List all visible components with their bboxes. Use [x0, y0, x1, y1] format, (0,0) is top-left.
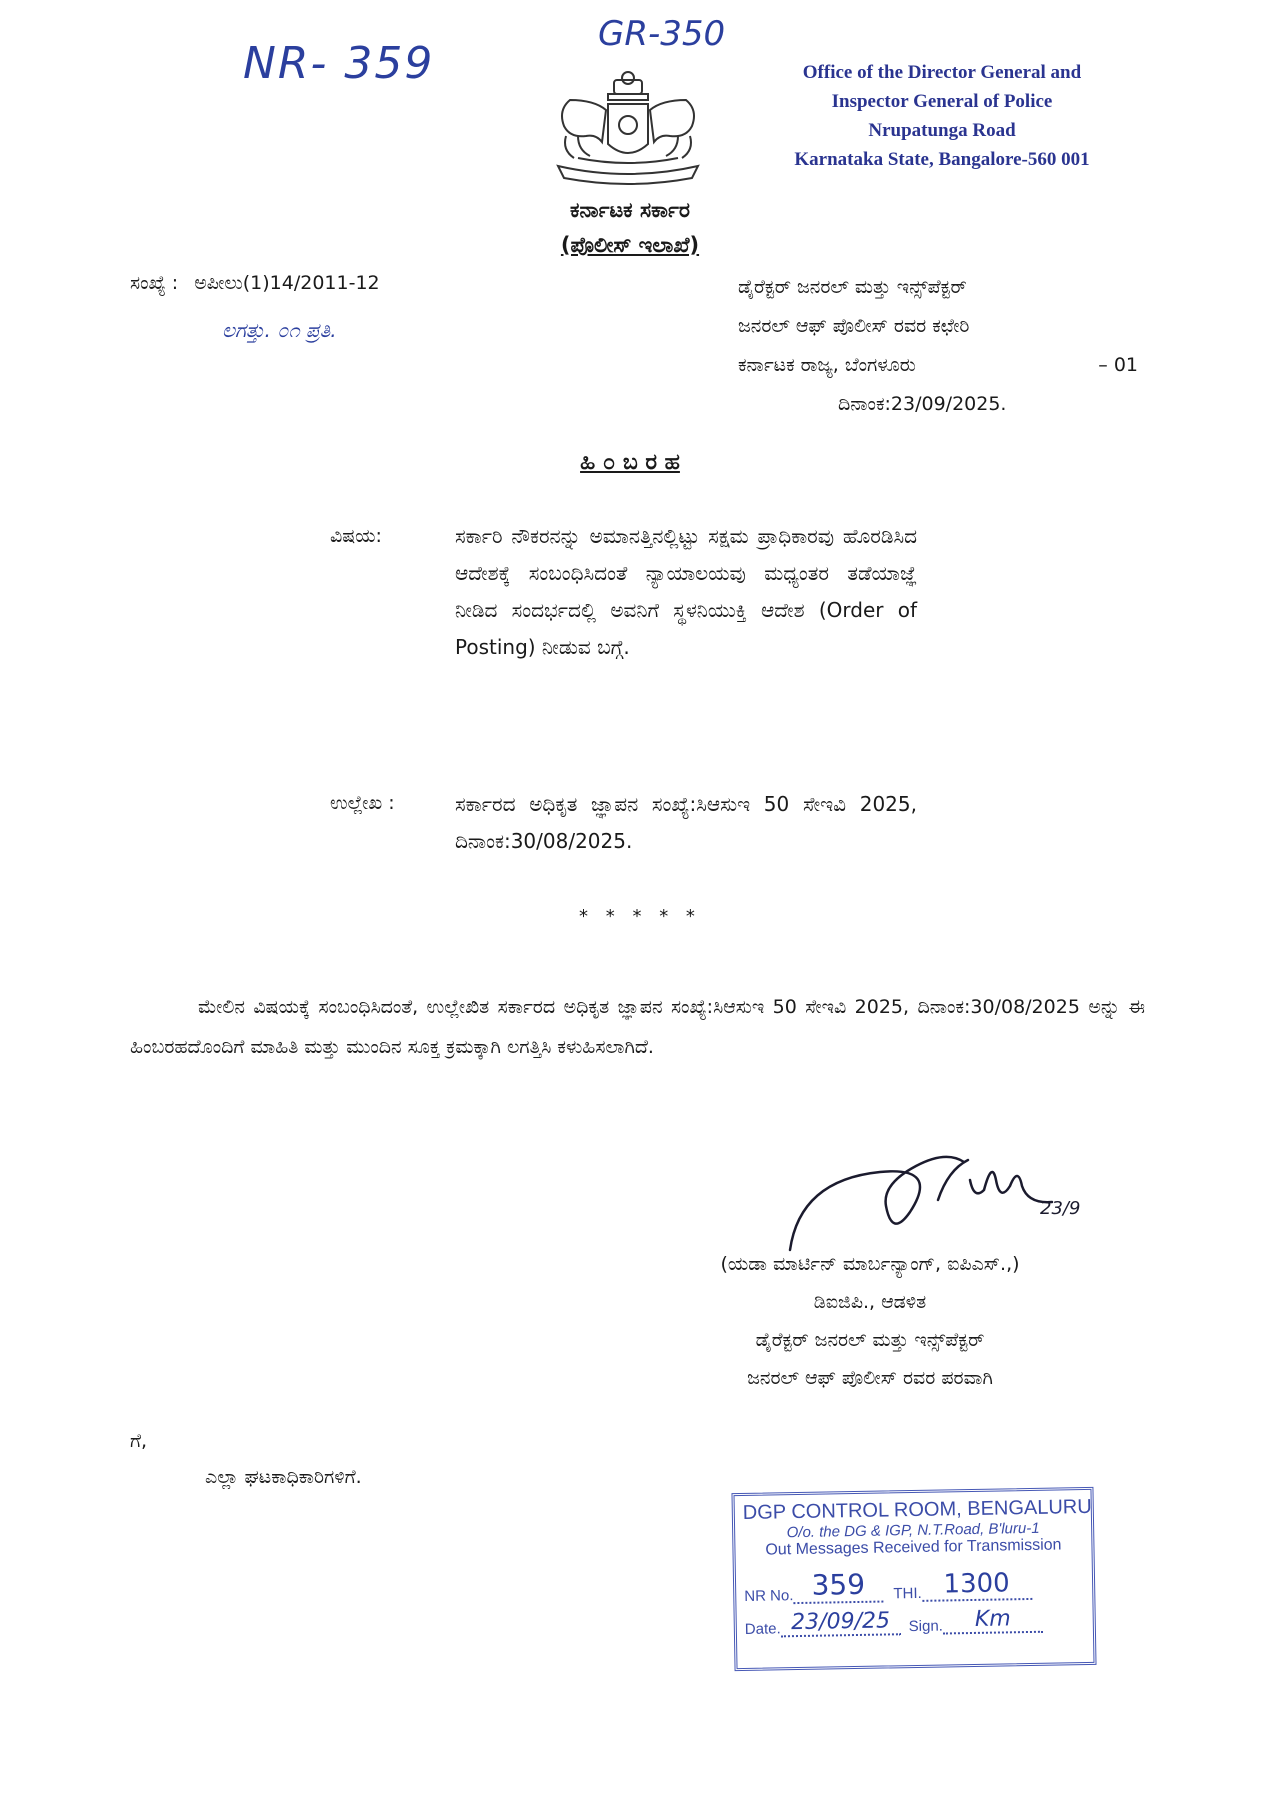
signature-date-note: 23/9	[1040, 1198, 1081, 1219]
signatory-designation: ಡಿಐಜಿಪಿ., ಆಡಳಿತ	[813, 1291, 927, 1313]
department-name-kannada: (ಪೊಲೀಸ್ ಇಲಾಖೆ)	[560, 233, 700, 257]
karnataka-emblem	[548, 70, 708, 190]
subject-label: ವಿಷಯ:	[330, 525, 382, 547]
signature-block	[600, 1245, 1140, 1397]
recipient-to: ಗೆ,	[130, 1430, 148, 1452]
office-kannada-line3: ಕರ್ನಾಟಕ ರಾಜ್ಯ, ಬೆಂಗಳೂರು	[738, 354, 916, 376]
reference-number-label: ಸಂಖ್ಯೆ :	[130, 272, 179, 294]
stamp-thi-value: 1300	[921, 1568, 1032, 1602]
recipient-text: ಎಲ್ಲಾ ಘಟಕಾಧಿಕಾರಿಗಳಿಗೆ.	[205, 1466, 362, 1488]
signatory-line3: ಡೈರೆಕ್ಟರ್ ಜನರಲ್ ಮತ್ತು ಇನ್ಸ್‌ಪೆಕ್ಟರ್	[755, 1329, 985, 1351]
office-address-line1: Office of the Director General and	[802, 62, 1082, 83]
signatory-name: (ಯಡಾ ಮಾರ್ಟಿನ್ ಮಾರ್ಬನ್ಯಾಂಗ್, ಐಪಿಎಸ್.,)	[720, 1253, 1020, 1275]
office-address-kannada	[738, 268, 1148, 424]
office-kannada-line3-suffix: – 01	[1098, 354, 1138, 376]
letter-date: ದಿನಾಂಕ:23/09/2025.	[838, 393, 1007, 415]
stamp-date-row	[745, 1605, 1085, 1638]
separator-stars: * * * * *	[579, 906, 701, 927]
reference-number	[130, 272, 380, 294]
office-kannada-line1: ಡೈರೆಕ್ಟರ್ ಜನರಲ್ ಮತ್ತು ಇನ್ಸ್‌ಪೆಕ್ಟರ್	[738, 276, 967, 298]
reference-text: ಸರ್ಕಾರದ ಅಧಿಕೃತ ಜ್ಞಾಪನ ಸಂಖ್ಯೆ:ಸಿಆಸುಇ 50 ಸೇಇವಿ 2025, ದಿನಾಂಕ:30/08/2025.	[455, 792, 917, 853]
office-kannada-line2: ಜನರಲ್ ಆಫ್ ಪೊಲೀಸ್ ರವರ ಕಛೇರಿ	[738, 315, 970, 337]
subject-text: ಸರ್ಕಾರಿ ನೌಕರನನ್ನು ಅಮಾನತ್ತಿನಲ್ಲಿಟ್ಟು ಸಕ್ಷಮ ಪ್ರಾಧಿಕಾರವು ಹೊರಡಿಸಿದ ಆದೇಶಕ್ಕೆ ಸಂಬಂಧಿಸಿದಂತೆ ನ್ಯಾಯಾಲಯವು ಮಧ್ಯಂತರ ತಡೆಯಾಜ್ಞೆ ನೀಡಿದ ಸಂದರ್ಭದಲ್ಲಿ ಅವನಿಗೆ ಸ್ಥಳನಿಯುಕ್ತಿ ಆದೇಶ (Order of Posting) ನೀಡುವ ಬಗ್ಗೆ.	[455, 524, 917, 659]
government-name-kannada: ಕರ್ನಾಟಕ ಸರ್ಕಾರ	[570, 198, 690, 222]
reference-number-value: ಅಪೀಲು(1)14/2011-12	[194, 272, 380, 294]
stamp-thi-label: THI.	[893, 1584, 922, 1603]
office-address-line3: Nrupatunga Road	[868, 120, 1016, 141]
control-room-stamp	[731, 1487, 1096, 1671]
handwritten-gr-number: GR-350	[598, 14, 726, 54]
stamp-date-label: Date.	[744, 1620, 781, 1638]
stamp-sign-label: Sign.	[908, 1617, 944, 1636]
office-address-english	[752, 58, 1132, 174]
handwritten-enclosure-note: ಲಗತ್ತು. ೦೧ ಪ್ರತಿ.	[222, 318, 337, 342]
stamp-nr-label: NR No.	[744, 1587, 794, 1605]
signatory-line4: ಜನರಲ್ ಆಫ್ ಪೊಲೀಸ್ ರವರ ಪರವಾಗಿ	[747, 1367, 993, 1389]
office-kannada-line3-row	[738, 346, 1138, 385]
stamp-line1: DGP CONTROL ROOM, BENGALURU	[742, 1495, 1092, 1524]
reference-label: ಉಲ್ಲೇಖ :	[330, 792, 395, 814]
stamp-nr-value: 359	[793, 1568, 884, 1605]
handwritten-nr-number: NR- 359	[243, 38, 435, 89]
office-address-line2: Inspector General of Police	[831, 91, 1053, 112]
emblem-icon	[548, 70, 708, 190]
stamp-date-value: 23/09/25	[780, 1608, 900, 1637]
stamp-sign-value: Km	[943, 1606, 1043, 1635]
stamp-line3: Out Messages Received for Transmission	[765, 1536, 1062, 1559]
office-address-line4: Karnataka State, Bangalore-560 001	[794, 149, 1090, 170]
stamp-nr-row	[744, 1564, 1085, 1605]
stamp-line2: O/o. the DG & IGP, N.T.Road, B'luru-1	[786, 1519, 1040, 1542]
body-paragraph: ಮೇಲಿನ ವಿಷಯಕ್ಕೆ ಸಂಬಂಧಿಸಿದಂತೆ, ಉಲ್ಲೇಖಿತ ಸರ್ಕಾರದ ಅಧಿಕೃತ ಜ್ಞಾಪನ ಸಂಖ್ಯೆ:ಸಿಆಸುಇ 50 ಸೇಇವಿ 2025, ದಿನಾಂಕ:30/08/2025 ಅನ್ನು ಈ ಹಿಂಬರಹದೊಂದಿಗೆ ಮಾಹಿತಿ ಮತ್ತು ಮುಂದಿನ ಸೂಕ್ತ ಕ್ರಮಕ್ಕಾಗಿ ಲಗತ್ತಿಸಿ ಕಳುಹಿಸಲಾಗಿದೆ.	[130, 996, 1145, 1058]
document-title: ಹಿ ೦ ಬ ರ ಹ	[580, 450, 680, 475]
